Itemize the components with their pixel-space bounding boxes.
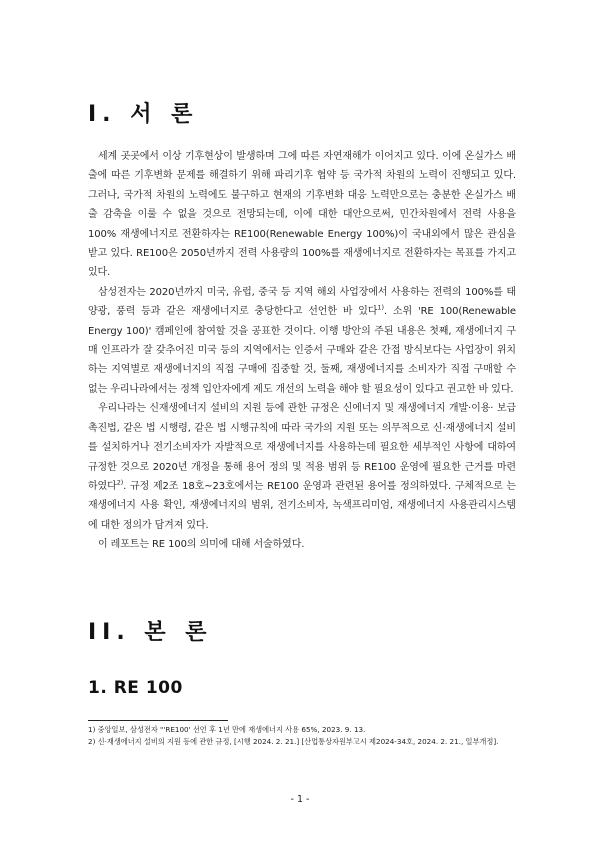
paragraph-3	[88, 399, 516, 535]
footnote-ref-1[interactable]: 1)	[377, 303, 384, 312]
paragraph-3-text: 우리나라는 신재생에너지 설비의 지원 등에 관한 규정은 신에너지 및 재생에너지 개발·이용· 보급 촉진법, 같은 법 시행령, 같은 법 시행규칙에 따라 국가의 지원 또는 의무적으로 신·재생에너지 설비를 설치하거나 전기소비자가 자발적으로 재생에너지를 사용하는데 필요한 세부적인 사항에 대하여 규정한 것으로 2020년 개정을 통해 용어 정의 및 적용 범위 등 RE100 운영에 필요한 근거를 마련하였다	[88, 403, 516, 492]
section-heading-introduction: I. 서 론	[88, 102, 199, 127]
paragraph-1	[88, 147, 516, 283]
footnote-ref-2[interactable]: 2)	[116, 478, 124, 487]
paragraph-4-text: 이 레포트는 RE 100의 의미에 대해 서술하였다.	[98, 539, 305, 551]
paragraph-4	[88, 535, 516, 554]
footnote-2: 2) 신·재생에너지 설비의 지원 등에 관한 규정, [시행 2024. 2. 21.] [산업통상자원부고시 제2024-34호, 2024. 2. 21., 일부개정].	[88, 737, 499, 747]
page-number: - 1 -	[290, 794, 310, 805]
paragraph-2	[88, 283, 516, 399]
introduction-body	[88, 147, 516, 555]
paragraph-2-text-cont: . 소위 'RE 100(Renewable Energy 100)' 캠페인에 참여할 것을 공표한 것이다. 이행 방안의 주된 내용은 첫째, 재생에너지 구매 인프라가 잘 갖추어진 미국 등의 지역에서는 인증서 구매와 같은 간접 방식보다는 사업장이 위치하는 지역별로 재생에너지의 직접 구매에 집중할 것, 둘째, 재생에너지를 소비자가 직접 구매할 수 없는 우리나라에서는 정책 입안자에게 제도 개선의 노력을 해야 할 필요성이 있다고 권고한 바 있다.	[88, 306, 516, 395]
footnotes	[88, 724, 518, 748]
footnote-divider	[88, 720, 228, 721]
paragraph-3-text-cont: . 규정 제2조 18호~23호에서는 RE100 운영과 관련된 용어를 정의하였다. 구체적으로 는 재생에너지 사용 확인, 재생에너지의 범위, 전기소비자, 녹색프리미엄, 재생에너지 사용관리시스템에 대한 정의가 담겨져 있다.	[88, 480, 516, 531]
paragraph-2-text: 삼성전자는 2020년까지 미국, 유럽, 중국 등 지역 해외 사업장에서 사용하는 전력의 100%를 태양광, 풍력 등과 같은 재생에너지로 충당한다고 선언한 바 있다	[88, 286, 516, 318]
footnote-1: 1) 중앙일보, 삼성전자 "'RE100' 선언 후 1년 만에 재생에너지 사용 65%, 2023. 9. 13.	[88, 725, 366, 734]
section-heading-main: II. 본 론	[88, 620, 213, 645]
subsection-heading-re100: 1. RE 100	[88, 678, 183, 698]
paragraph-1-text: 세계 곳곳에서 이상 기후현상이 발생하며 그에 따른 자연재해가 이어지고 있다. 이에 온실가스 배출에 따른 기후변화 문제를 해결하기 위해 파리기후 협약 등 국가적 차원의 노력이 진행되고 있다. 그러나, 국가적 차원의 노력에도 불구하고 현재의 기후변화 대응 노력만으로는 충분한 온실가스 배출 감축을 이룰 수 없을 것으로 전망되는데, 이에 대한 대안으로써, 민간차원에서 전력 사용을 100% 재생에너지로 전환하자는 RE100(Renewable Energy 100%)이 국내외에서 많은 관심을 받고 있다. RE100은 2050년까지 전력 사용량의 100%를 재생에너지로 전환하자는 목표를 가지고 있다.	[88, 151, 516, 279]
